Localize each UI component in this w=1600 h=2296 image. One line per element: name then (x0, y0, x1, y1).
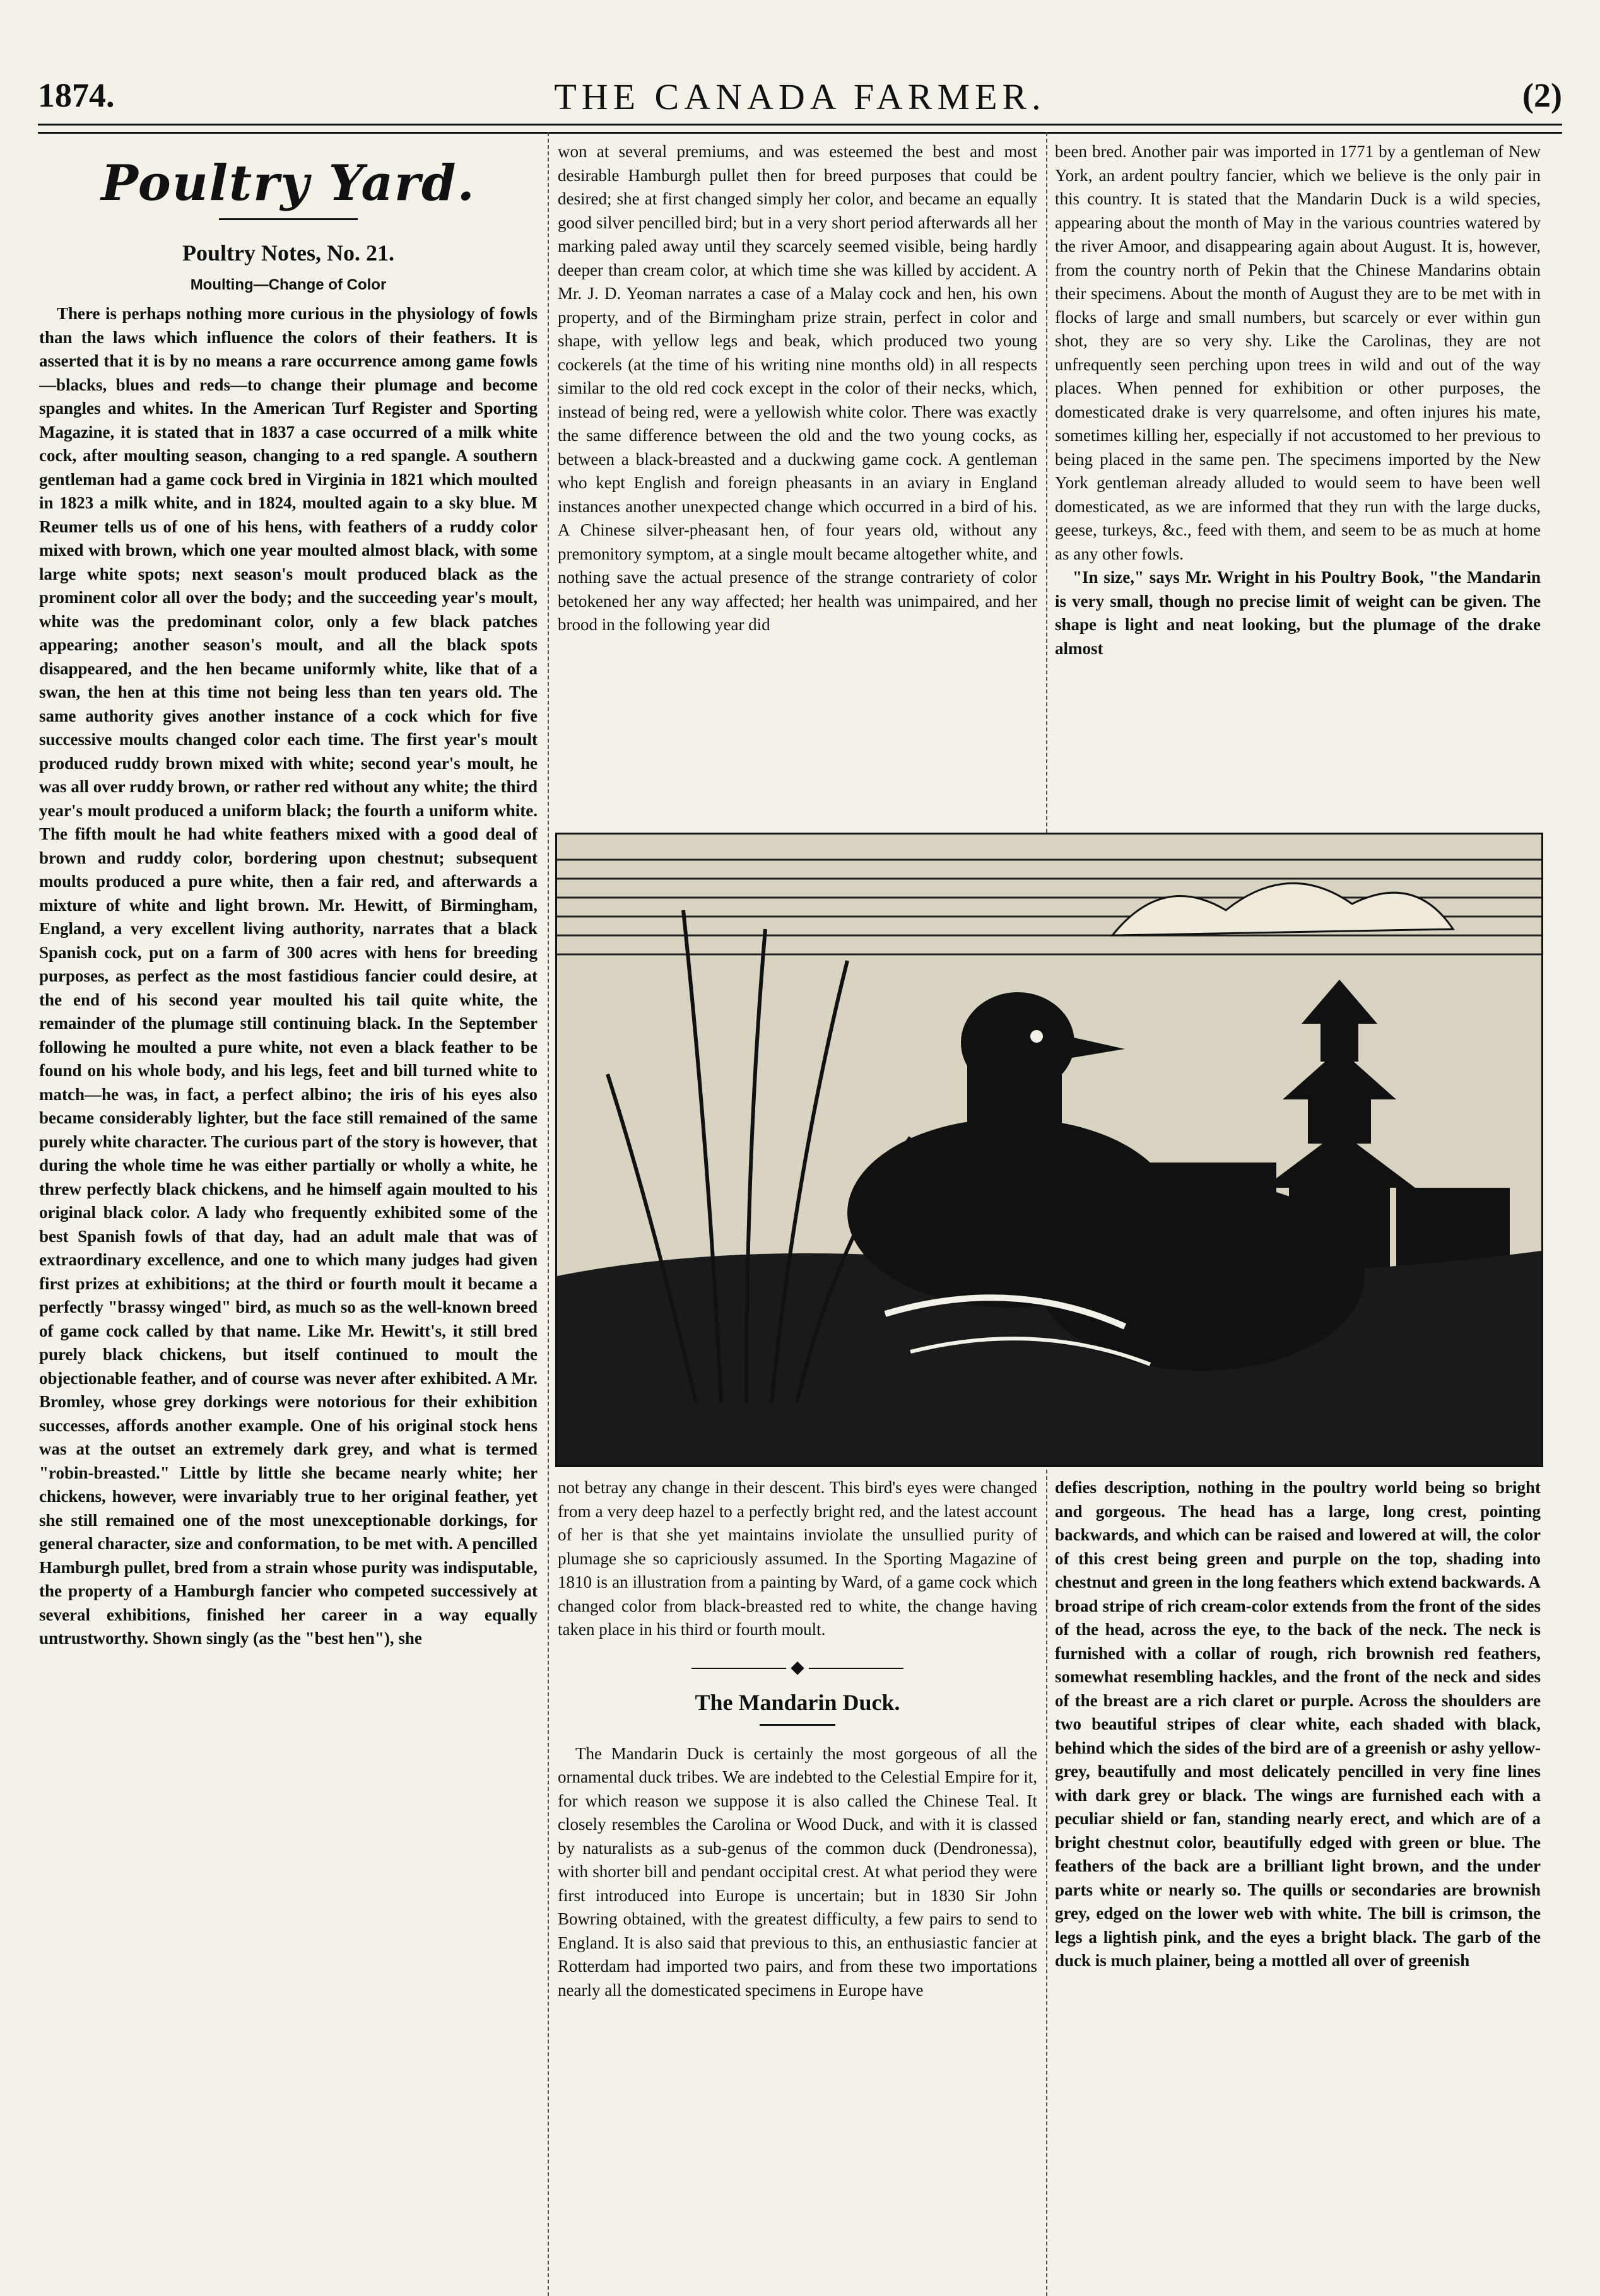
masthead-rule (38, 124, 1562, 134)
article-paragraph: been bred. Another pair was imported in 1771 by a gentleman of New York, an ardent poultry fancier, which we believe is the only pair in this country. It is stated that the Mandarin Duck is a wild species, appearing about the month of May in the various countries watered by the river Amoor, and disappearing again about August. It is, however, from the country north of Pekin that the Chinese Mandarins obtain their specimens. About the month of August they are to be met with in flocks of large and small numbers, but scarcely or ever within gun shot, they are so very shy. Like the Carolinas, they are not unfrequently seen perching upon trees in wild and out of the way places. When penned for exhibition or other purposes, the domesticated drake is very quarrelsome, and often injures his mate, sometimes killing her, especially if not accustomed to her previous to being placed in the same pen. The specimens imported by the New York gentleman already alluded to would seem to have been well domesticated, as we are informed that they run with the large ducks, geese, turkeys, &c., feed with them, and seem to be as much at home as any other fowls. (1055, 142, 1541, 563)
page-number: (2) (1522, 76, 1562, 114)
article-paragraph: "In size," says Mr. Wright in his Poultry Book, "the Mandarin is very small, though no precise limit of weight can be given. The shape is light and neat looking, but the plumage of the drake almost (1055, 568, 1541, 658)
column-one (39, 140, 538, 2278)
ornament-divider: ◆ (558, 1658, 1037, 1677)
newspaper-title: THE CANADA FARMER. (554, 76, 1046, 117)
article-paragraph: won at several premiums, and was esteemed the best and most desirable Hamburgh pullet then for breed purposes that could be desired; she at first changed simply her color, and became an equally good silver pencilled bird; but in a very short period afterwards all her marking paled away until they scarcely seemed visible, being hardly deeper than cream color, at which time she was killed by accident. A Mr. J. D. Yeoman narrates a case of a Malay cock and hen, his own property, and of the Birmingham prize strain, perfect in color and shape, with yellow legs and beak, which produced two young cockerels (at the time of his writing nine months old) in all respects similar to the old red cock except in the color of their necks, which, instead of being red, were a yellowish white color. There was exactly the same difference between the old and the two young cocks, as between a black-breasted and a duckwing game cock. A gentleman who kept English and foreign pheasants in an aviary in England instances another unexpected change which occurred in a bird of his. A Chinese silver-pheasant hen, of four years old, without any premonitory symptom, at a single moult became altogether white, and nothing save the actual presence of the strange contrariety of color betokened her any way affected; her health was unimpaired, and her brood in the following year did (558, 142, 1037, 634)
article-paragraph: not betray any change in their descent. This bird's eyes were changed from a very deep hazel to a perfectly bright red, and the latest account of her is that she yet maintains inviolate the unsullied purity of plumage she so capriciously assumed. In the Sporting Magazine of 1810 is an illustration from a painting by Ward, of a game cock which changed color from black-breasted red to white, the change having taken place in his third or fourth moult. (558, 1478, 1037, 1639)
title-rule (760, 1724, 835, 1726)
woodcut-svg (557, 835, 1541, 1465)
article-title: Poultry Notes, No. 21. (182, 240, 394, 266)
article-subheading: Moulting—Change of Color (190, 276, 387, 293)
column-divider (548, 132, 549, 2296)
column-two-top (558, 140, 1037, 828)
section-rule (219, 218, 358, 220)
article-paragraph: There is perhaps nothing more curious in the physiology of fowls than the laws which influence the colors of their feathers. It is asserted that it is by no means a rare occurrence among game fowls—blacks, blues and reds—to change their plumage and become spangles and whites. In the American Turf Register and Sporting Magazine, it is stated that in 1837 a case occurred of a milk white cock, after moulting season, changing to a red spangle. A southern gentleman had a game cock bred in Virginia in 1821 which moulted in 1823 a milk white, and in 1824, moulted again to a sky blue. M Reumer tells us of one of his hens, with feathers of a ruddy color mixed with brown, which one year moulted almost black, with some large white spots; next season's moult produced black as the prominent color all over the body; and the succeeding year's moult, white was the predominant color, only a few black patches appearing; another season's moult, and all the black spots disappeared, and the hen became uniformly white, like that of a swan, the hen at this time not being less than ten years old. The same authority gives another instance of a cock which for five successive moults changed color each time. The first year's moult produced ruddy brown mixed with white; second year's moult, he was all over ruddy brown, or rather red without any white; the third year's moult produced a uniform black; the fourth a uniform white. The fifth moult he had white feathers mixed with a good deal of brown and ruddy color, bordering upon chestnut; subsequent moults produced a pure white, then a fair red, and afterwards a mixture of white and light brown. Mr. Hewitt, of Birmingham, England, a very excellent living authority, narrates that a black Spanish cock, put on a farm of 300 acres with hens for breeding purposes, as perfect as the most fastidious fancier could desire, at the end of his second year moulted his tail quite white, the remainder of the plumage still continuing black. In the September following he moulted a pure white, not even a black feather to be found on his whole body, and his legs, feet and bill turned white to match—he was, in fact, a perfect albino; the iris of his eyes also became considerably lighter, but the face still remained of the same purely white character. The curious part of the story is however, that during the whole time he was either partially or wholly a white, he threw perfectly black chickens, and he himself again moulted to his original black color. A lady who frequently exhibited some of the best Spanish fowls of that day, had an adult male that was of extraordinary excellence, and one to which many judges had given first prizes at exhibitions; at the third or fourth moult it became a perfectly "brassy winged" bird, as much so as the well-known breed of game cock called by that name. Like Mr. Hewitt's, it still bred purely black chickens, but itself continued to moult the objectionable feather, and of course was never after exhibited. A Mr. Bromley, whose grey dorkings were notorious for their exhibition successes, affords another example. One of his original stock hens was at the outset an extremely dark grey, and what is termed "robin-breasted." Little by little she became nearly white; her chickens, however, were invariably true to her original feather, yet she still remained one of the most unexceptionable dorkings, for general character, size and conformation, to be met with. A pencilled Hamburgh pullet, bred from a strain whose purity was indisputable, the property of a Hamburgh fancier who competed successively at several exhibitions, finished her career in a way equally untrustworthy. Shown singly (as the "best hen"), she (39, 304, 538, 1648)
column-three-top (1055, 140, 1541, 828)
column-two-bottom (558, 1476, 1037, 2283)
issue-year: 1874. (38, 76, 115, 114)
column-three-bottom (1055, 1476, 1541, 2283)
article-paragraph: defies description, nothing in the poultry world being so bright and gorgeous. The head has a large, long crest, pointing backwards, and which can be raised and lowered at will, the color of this crest being green and purple on the top, shading into chestnut and green in the long feathers which extend backwards. A broad stripe of rich cream-color extends from the front of the sides of the head, across the eye, to the back of the neck. The neck is furnished with a collar of rough, rich brownish red feathers, somewhat resembling hackles, and the front of the neck and sides of the breast are a rich claret or purple. Across the shoulders are two beautiful stripes of clear white, each shaded with black, behind which the sides of the bird are of a greenish or ashy yellow-grey, beautifully and most delicately pencilled in very fine lines with dark grey or black. The wings are furnished each with a peculiar shield or fan, standing nearly erect, and which are of a bright chestnut color, beautifully edged with green or blue. The feathers of the back are a brilliant light brown, and the under parts white or nearly so. The quills or secondaries are brownish grey, edged on the lower web with white. The bill is crimson, the legs a lightish pink, and the eyes a bright black. The garb of the duck is much plainer, being a mottled all over of greenish (1055, 1478, 1541, 1970)
mandarin-duck-illustration (555, 833, 1543, 1467)
article-paragraph: The Mandarin Duck is certainly the most gorgeous of all the ornamental duck tribes. We are indebted to the Celestial Empire for it, for which reason we suppose it is also called the Chinese Teal. It closely resembles the Carolina or Wood Duck, and with it is classed by naturalists as a sub-genus of the common duck (Dendronessa), with shorter bill and pendant occipital crest. At what period they were first introduced into Europe is uncertain; but in 1830 Sir John Bowring obtained, with the greatest difficulty, a few pairs to send to England. It is also said that previous to this, an enthusiastic fancier at Rotterdam had imported two pairs, and from these two importations nearly all the domesticated specimens in Europe have (558, 1743, 1037, 2000)
article-title: The Mandarin Duck. (695, 1689, 900, 1715)
section-title: Poultry Yard. (101, 155, 476, 212)
column-divider (1046, 1470, 1047, 2296)
column-divider (1046, 132, 1047, 833)
